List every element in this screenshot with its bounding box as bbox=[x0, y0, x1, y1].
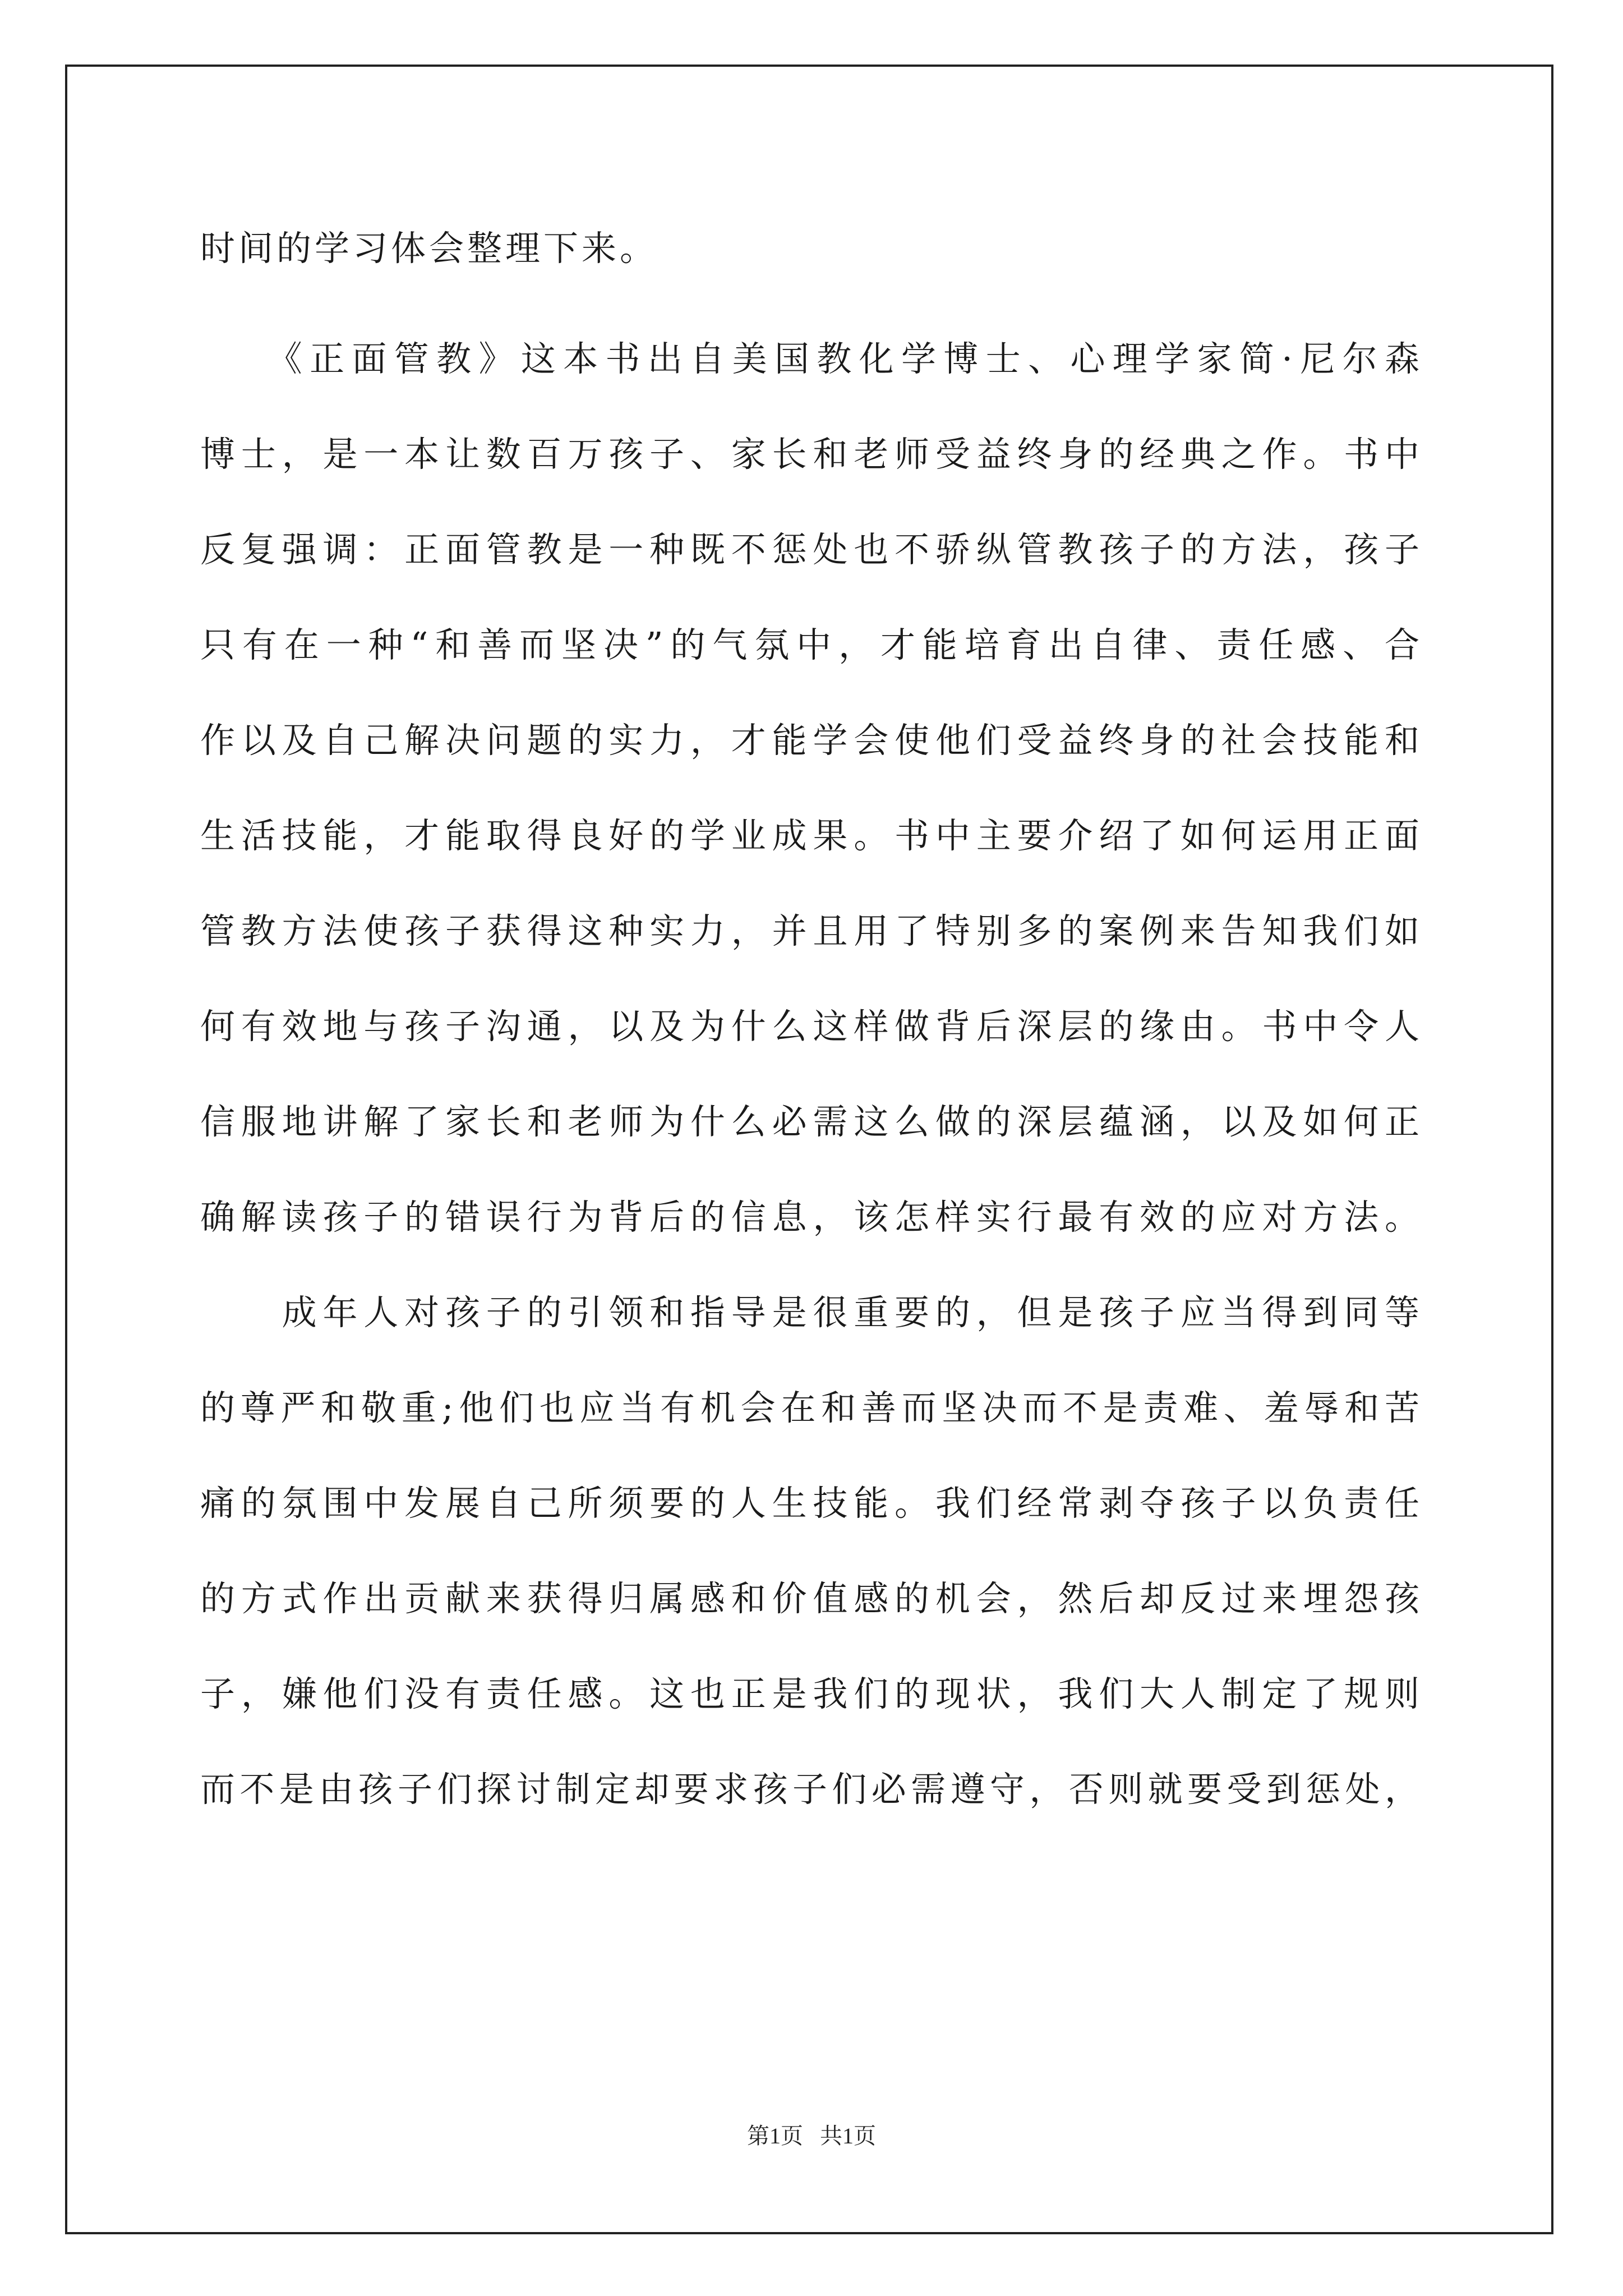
paragraph-line: 管教方法使孩子获得这种实力，并且用了特别多的案例来告知我们如 bbox=[200, 910, 1423, 951]
page-border bbox=[65, 65, 1553, 2234]
paragraph-line: 《正面管教》这本书出自美国教化学博士、心理学家简·尼尔森 bbox=[200, 338, 1423, 379]
paragraph-line: 作以及自己解决问题的实力，才能学会使他们受益终身的社会技能和 bbox=[200, 720, 1423, 761]
page-number: 第1页 bbox=[747, 2123, 803, 2148]
paragraph-line: 生活技能，才能取得良好的学业成果。书中主要介绍了如何运用正面 bbox=[200, 815, 1423, 856]
paragraph-line: 的尊严和敬重;他们也应当有机会在和善而坚决而不是责难、羞辱和苦 bbox=[200, 1387, 1423, 1428]
paragraph-line: 而不是由孩子们探讨制定却要求孩子们必需遵守，否则就要受到惩处， bbox=[200, 1769, 1423, 1810]
paragraph-line: 只有在一种“和善而坚决”的气氛中，才能培育出自律、责任感、合 bbox=[200, 624, 1423, 665]
paragraph-line: 时间的学习体会整理下来。 bbox=[200, 228, 658, 269]
paragraph-line: 的方式作出贡献来获得归属感和价值感的机会，然后却反过来埋怨孩 bbox=[200, 1578, 1423, 1619]
paragraph-line: 子，嫌他们没有责任感。这也正是我们的现状，我们大人制定了规则 bbox=[200, 1673, 1423, 1714]
paragraph-line: 确解读孩子的错误行为背后的信息，该怎样实行最有效的应对方法。 bbox=[200, 1197, 1423, 1237]
paragraph-line: 何有效地与孩子沟通，以及为什么这样做背后深层的缘由。书中令人 bbox=[200, 1006, 1423, 1047]
paragraph-line: 博士，是一本让数百万孩子、家长和老师受益终身的经典之作。书中 bbox=[200, 434, 1423, 475]
paragraph-line: 信服地讲解了家长和老师为什么必需这么做的深层蕴涵，以及如何正 bbox=[200, 1101, 1423, 1142]
paragraph-line: 痛的氛围中发展自己所须要的人生技能。我们经常剥夺孩子以负责任 bbox=[200, 1483, 1423, 1524]
paragraph-line: 成年人对孩子的引领和指导是很重要的，但是孩子应当得到同等 bbox=[200, 1292, 1423, 1333]
page-footer bbox=[0, 2122, 1623, 2150]
paragraph-line: 反复强调：正面管教是一种既不惩处也不骄纵管教孩子的方法，孩子 bbox=[200, 529, 1423, 570]
page-total: 共1页 bbox=[820, 2123, 876, 2148]
